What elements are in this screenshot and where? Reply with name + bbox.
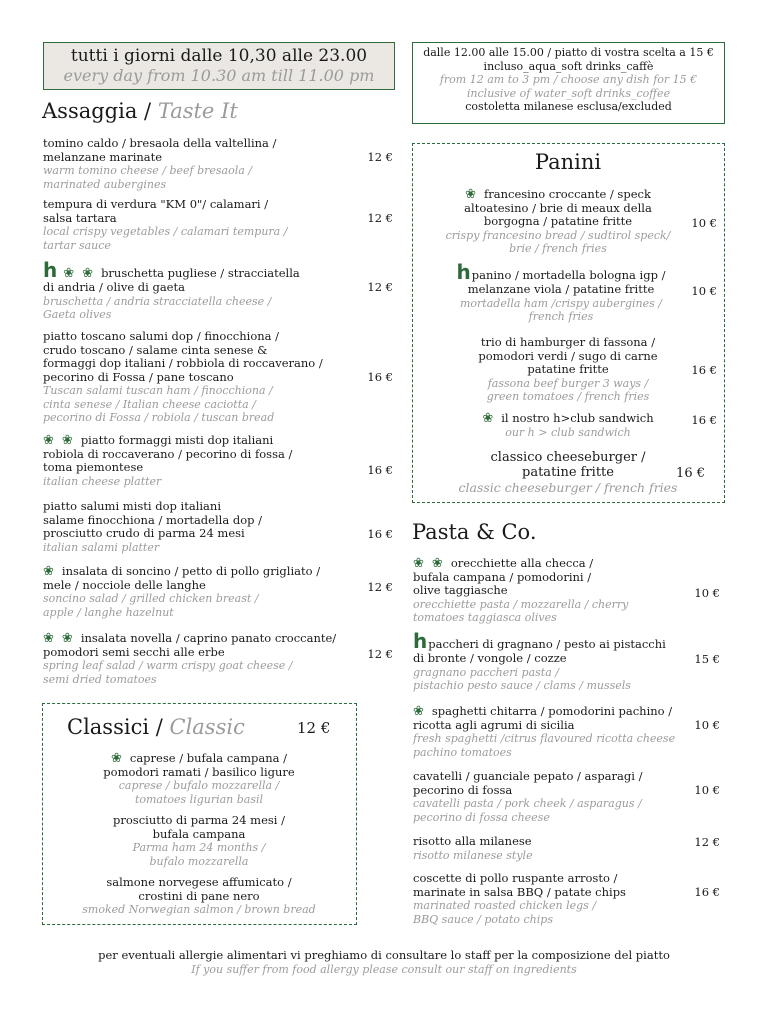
flower-icon: ❀ — [482, 411, 494, 426]
item-name: pomodori ramati / basilico ligure — [103, 764, 295, 779]
item-price: 12 € — [367, 150, 393, 164]
item-english: italian cheese platter — [43, 474, 162, 488]
panini-item-5 — [433, 450, 717, 495]
flower-icon: ❀ — [110, 751, 122, 766]
flower-icon: ❀ — [413, 556, 424, 571]
panini-item-4 — [433, 412, 717, 439]
item-name: di andria / olive di gaeta — [43, 280, 185, 294]
panini-item-2 — [421, 260, 717, 324]
item-english: italian salami platter — [43, 540, 160, 554]
footer — [0, 949, 768, 976]
item-name-row — [413, 557, 720, 571]
item-name: prosciutto di parma 24 mesi / — [113, 813, 285, 827]
item-name: risotto alla milanese — [413, 834, 532, 848]
item-name: francesino croccante / speck — [483, 187, 651, 201]
item-price: 16 € — [676, 466, 705, 481]
item-name: piatto toscano salumi dop / finocchiona / — [43, 329, 280, 343]
hours-it: tutti i giorni dalle 10,30 alle 23.00 — [70, 46, 368, 66]
item-english: pecorino di fossa cheese — [413, 810, 550, 824]
flower-icon: ❀ — [63, 266, 75, 281]
hours-box — [43, 42, 395, 90]
item-name: bufala campana / pomodorini / — [413, 569, 592, 584]
item-name-row — [43, 434, 393, 448]
item-price: 12 € — [367, 647, 393, 661]
item-name: melanzane viola / patatine fritte — [467, 282, 655, 296]
h-logo-icon: h — [413, 629, 428, 653]
item-name-row — [43, 258, 393, 282]
pasta-heading: Pasta & Co. — [412, 520, 537, 544]
item-name: orecchiette alla checca / — [450, 556, 594, 570]
pasta-item-6 — [413, 872, 720, 926]
assaggia-item-4 — [43, 330, 393, 425]
item-name: crudo toscano / salame cinta senese & — [43, 342, 268, 357]
item-name: tomino caldo / bresaola della valtellina / — [43, 136, 277, 150]
item-name: trio di hamburger di fassona / — [480, 335, 656, 349]
item-name: coscette di pollo ruspante arrosto / — [413, 871, 618, 885]
item-english: tartar sauce — [43, 238, 111, 252]
classici-price: 12 € — [297, 719, 331, 737]
classici-title-en: Classic — [169, 715, 245, 739]
pasta-item-3 — [413, 705, 720, 759]
item-english: french fries — [528, 310, 594, 323]
item-english: crispy francesino bread / sudtirol speck/ — [445, 228, 671, 242]
flower-icon: ❀ — [431, 556, 443, 571]
assaggia-title-it: Assaggia / — [42, 99, 152, 123]
item-price: 10 € — [694, 718, 720, 732]
assaggia-item-6 — [43, 500, 393, 554]
assaggia-item-5 — [43, 434, 393, 488]
flower-icon: ❀ — [465, 187, 476, 202]
item-price: 16 € — [694, 885, 720, 899]
item-english: pistachio pesto sauce / clams / mussels — [413, 679, 631, 692]
flower-icon: ❀ — [61, 433, 73, 448]
item-price: 12 € — [367, 211, 393, 225]
panini-box — [412, 143, 725, 503]
pasta-item-1 — [413, 557, 720, 625]
item-name: cavatelli / guanciale pepato / asparagi / — [413, 769, 643, 783]
lunch-offer-box — [412, 42, 725, 124]
item-name-row — [43, 752, 355, 766]
pasta-item-5 — [413, 835, 720, 862]
item-english: marinated aubergines — [43, 177, 167, 191]
item-name: salsa tartara — [43, 210, 117, 225]
assaggia-heading — [42, 98, 238, 124]
item-english: apple / langhe hazelnut — [43, 605, 174, 619]
classici-item-2 — [43, 814, 355, 868]
item-price: 16 € — [367, 527, 393, 541]
item-english: cinta senese / Italian cheese caciotta / — [43, 397, 256, 411]
item-name: crostini di pane nero — [138, 888, 260, 903]
item-name: di bronte / vongole / cozze — [413, 651, 567, 665]
flower-icon: ❀ — [82, 266, 94, 281]
item-name: marinate in salsa BBQ / patate chips — [413, 884, 626, 899]
item-name: formaggi dop italiani / robbiola di roccaverano / — [43, 356, 323, 370]
item-english: warm tomino cheese / beef bresaola / — [43, 164, 253, 177]
item-name-row — [433, 412, 703, 426]
flower-icon: ❀ — [43, 564, 54, 579]
item-english: caprese / bufalo mozzarella / — [118, 779, 280, 792]
item-price: 16 € — [691, 413, 717, 427]
flower-icon: ❀ — [43, 433, 54, 448]
item-name: salame finocchiona / mortadella dop / — [43, 512, 263, 527]
item-english: BBQ sauce / potato chips — [413, 912, 553, 926]
item-name-row — [433, 188, 683, 202]
assaggia-item-1 — [43, 137, 393, 191]
assaggia-item-7 — [43, 565, 393, 619]
item-english: classic cheeseburger / french fries — [458, 480, 678, 495]
footer-allergy-en: If you suffer from food allergy please consult our staff on ingredients — [191, 962, 577, 976]
hours-en: every day from 10.30 am till 11.00 pm — [63, 66, 375, 85]
item-name: olive taggiasche — [413, 583, 508, 597]
item-english: marinated roasted chicken legs / — [413, 899, 597, 912]
item-english: Tuscan salami tuscan ham / finocchiona / — [43, 384, 273, 397]
item-name: il nostro h>club sandwich — [501, 411, 654, 425]
h-logo-icon: h — [456, 260, 471, 284]
item-english: tomatoes taggiasca olives — [413, 611, 557, 624]
item-english: tomatoes ligurian basil — [134, 792, 264, 806]
assaggia-item-8 — [43, 632, 393, 686]
classici-heading — [67, 714, 245, 740]
item-name: prosciutto crudo di parma 24 mesi — [43, 526, 245, 540]
item-price: 12 € — [694, 835, 720, 849]
item-name: toma piemontese — [43, 460, 144, 474]
item-english: Parma ham 24 months / — [132, 841, 266, 854]
item-name: panino / mortadella bologna igp / — [471, 268, 666, 282]
item-name: ricotta agli agrumi di sicilia — [413, 717, 575, 732]
item-english: orecchiette pasta / mozzarella / cherry — [413, 597, 629, 611]
item-english: fresh spaghetti /citrus flavoured ricotta cheese — [413, 732, 676, 745]
item-name: altoatesino / brie di meaux della — [464, 200, 652, 215]
item-name: bufala campana — [152, 826, 246, 841]
assaggia-title-en: Taste It — [157, 99, 238, 123]
item-name-row — [413, 629, 720, 653]
item-name: paccheri di gragnano / pesto ai pistacchi — [428, 637, 666, 651]
item-english: smoked Norwegian salmon / brown bread — [82, 903, 316, 916]
item-price: 10 € — [691, 284, 717, 298]
flower-icon: ❀ — [61, 631, 73, 646]
item-name-row — [43, 565, 393, 579]
item-name: pecorino di Fossa / pane toscano — [43, 369, 234, 384]
item-name: pomodori verdi / sugo di carne — [478, 348, 658, 363]
classici-item-3 — [43, 876, 355, 917]
item-name: tempura di verdura "KM 0"/ calamari / — [43, 197, 269, 211]
flower-icon: ❀ — [413, 704, 424, 719]
lunch-line1: dalle 12.00 alle 15.00 / piatto di vostra scelta a 15 € — [423, 46, 714, 59]
item-name: borgogna / patatine fritte — [483, 214, 633, 228]
item-name-row — [43, 632, 393, 646]
item-name: insalata di soncino / petto di pollo grigliato / — [61, 564, 321, 578]
item-name: pomodori semi secchi alle erbe — [43, 644, 225, 659]
item-english: risotto milanese style — [413, 848, 533, 862]
classici-box — [42, 703, 357, 925]
item-name: pecorino di fossa — [413, 782, 513, 797]
item-name: robiola di roccaverano / pecorino di fossa / — [43, 446, 293, 461]
item-name: piatto formaggi misti dop italiani — [80, 433, 274, 447]
item-english: pachino tomatoes — [413, 745, 512, 759]
item-name: classico cheeseburger / — [490, 450, 646, 465]
item-english: mortadella ham /crispy aubergines / — [460, 296, 662, 310]
assaggia-item-2 — [43, 198, 393, 252]
lunch-exclusion: costoletta milanese esclusa/excluded — [465, 100, 672, 113]
item-price: 10 € — [694, 586, 720, 600]
item-name: salmone norvegese affumicato / — [106, 875, 292, 889]
item-english: pecorino di Fossa / robiola / tuscan bread — [43, 411, 275, 424]
classici-item-1 — [43, 752, 355, 806]
item-name-row — [413, 705, 720, 719]
item-price: 16 € — [367, 370, 393, 384]
pasta-item-2 — [413, 629, 720, 693]
item-name: bruschetta pugliese / stracciatella — [101, 266, 300, 280]
item-name-row — [411, 260, 711, 284]
item-name: patatine fritte — [522, 465, 614, 480]
item-name: mele / nocciole delle langhe — [43, 577, 206, 592]
item-name: melanzane marinate — [43, 149, 163, 164]
item-price: 12 € — [367, 280, 393, 294]
panini-item-3 — [433, 336, 717, 404]
item-price: 15 € — [694, 652, 720, 666]
item-price: 16 € — [367, 463, 393, 477]
item-price: 10 € — [694, 783, 720, 797]
item-english: bufalo mozzarella — [149, 854, 249, 868]
item-name: piatto salumi misti dop italiani — [43, 499, 221, 513]
item-english: gragnano paccheri pasta / — [413, 665, 559, 679]
item-english: Gaeta olives — [43, 308, 112, 321]
item-english: spring leaf salad / warm crispy goat cheese / — [43, 659, 293, 672]
assaggia-item-3 — [43, 258, 393, 322]
item-english: soncino salad / grilled chicken breast / — [43, 592, 259, 605]
item-english: our h > club sandwich — [505, 425, 631, 439]
item-name: patatine fritte — [527, 362, 609, 376]
item-price: 10 € — [691, 216, 717, 230]
item-price: 16 € — [691, 363, 717, 377]
item-english: bruschetta / andria stracciatella cheese / — [43, 294, 272, 308]
classici-title-it: Classici / — [67, 715, 163, 739]
item-price: 12 € — [367, 580, 393, 594]
item-english: semi dried tomatoes — [43, 672, 157, 686]
item-english: cavatelli pasta / pork cheek / asparagus / — [413, 797, 642, 810]
item-name: spaghetti chitarra / pomodorini pachino / — [431, 704, 673, 718]
lunch-line2: incluso_aqua_soft drinks_caffè — [483, 59, 654, 73]
item-english: green tomatoes / french fries — [486, 390, 650, 403]
item-english: fassona beef burger 3 ways / — [487, 376, 649, 390]
flower-icon: ❀ — [43, 631, 54, 646]
item-english: local crispy vegetables / calamari tempura / — [43, 225, 288, 238]
panini-title: Panini — [534, 150, 602, 174]
item-name: caprese / bufala campana / — [129, 751, 288, 765]
lunch-en2: inclusive of water_soft drinks_coffee — [466, 86, 671, 100]
item-english: brie / french fries — [509, 242, 607, 255]
lunch-en1: from 12 am to 3 pm / choose any dish for 15 € — [439, 73, 698, 86]
panini-item-1 — [433, 188, 717, 256]
h-logo-icon: h — [43, 258, 58, 282]
pasta-item-4 — [413, 770, 720, 824]
footer-allergy-it: per eventuali allergie alimentari vi preghiamo di consultare lo staff per la composizione del piatto — [98, 948, 670, 962]
item-name: insalata novella / caprino panato croccante/ — [80, 631, 337, 645]
